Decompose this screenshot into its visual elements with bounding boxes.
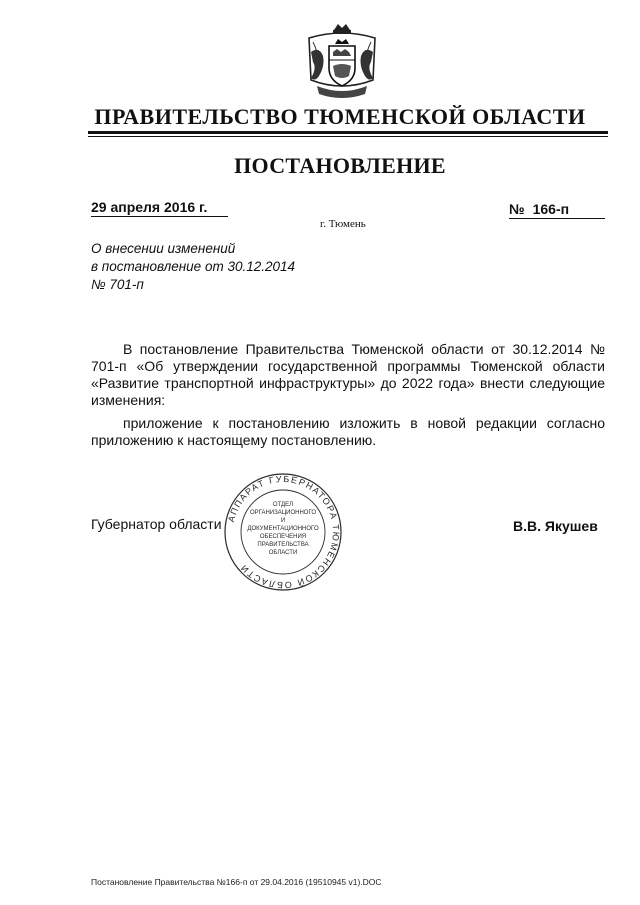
subject-line: О внесении изменений: [91, 241, 236, 256]
document-number: 166-п: [532, 201, 570, 217]
stamp-inner-line: ОБЕСПЕЧЕНИЯ: [259, 534, 307, 540]
svg-text:АППАРАТ ГУБЕРНАТОРА ТЮМЕНСКОЙ: [226, 474, 341, 590]
stamp-inner-line: ОРГАНИЗАЦИОННОГО: [249, 510, 317, 516]
stamp-outer-text: АППАРАТ ГУБЕРНАТОРА ТЮМЕНСКОЙ ОБЛАСТИ: [226, 473, 342, 591]
coat-of-arms-icon: [303, 22, 381, 106]
stamp-inner-line: ДОКУМЕНТАЦИОННОГО: [247, 526, 319, 532]
stamp-inner-line: ПРАВИТЕЛЬСТВА: [257, 542, 309, 548]
document-number-field: [509, 201, 605, 219]
footer-file-name: Постановление Правительства №166-п от 29.04.2016 (19510945 v1).DOC: [91, 877, 382, 887]
body-text: [91, 341, 605, 449]
subject-line: № 701-п: [91, 277, 144, 292]
signer-position: Губернатор области: [91, 516, 222, 532]
body-paragraph: приложение к постановлению изложить в новой редакции согласно приложению к настоящему постановлению.: [91, 415, 605, 448]
number-label: №: [509, 201, 525, 217]
document-date: 29 апреля 2016 г.: [91, 199, 228, 217]
title-rule-thin: [88, 136, 608, 137]
subject-line: в постановление от 30.12.2014: [91, 259, 296, 274]
official-stamp: [222, 472, 344, 592]
stamp-inner-line: И: [280, 518, 286, 524]
stamp-inner-line: ОТДЕЛ: [272, 502, 294, 508]
document-type: ПОСТАНОВЛЕНИЕ: [234, 153, 446, 178]
title-rule-thick: [88, 131, 608, 134]
body-paragraph: В постановление Правительства Тюменской области от 30.12.2014 № 701-п «Об утверждении государственной программы Тюменской области «Развитие транспортной инфраструктуры» до 2022 года» внести следующие изменения:: [91, 341, 605, 408]
subject-block: [91, 240, 351, 294]
city-label: г. Тюмень: [320, 218, 366, 230]
stamp-inner-line: ОБЛАСТИ: [268, 550, 298, 556]
organization-title: ПРАВИТЕЛЬСТВО ТЮМЕНСКОЙ ОБЛАСТИ: [94, 104, 586, 129]
signer-name: В.В. Якушев: [513, 518, 598, 534]
